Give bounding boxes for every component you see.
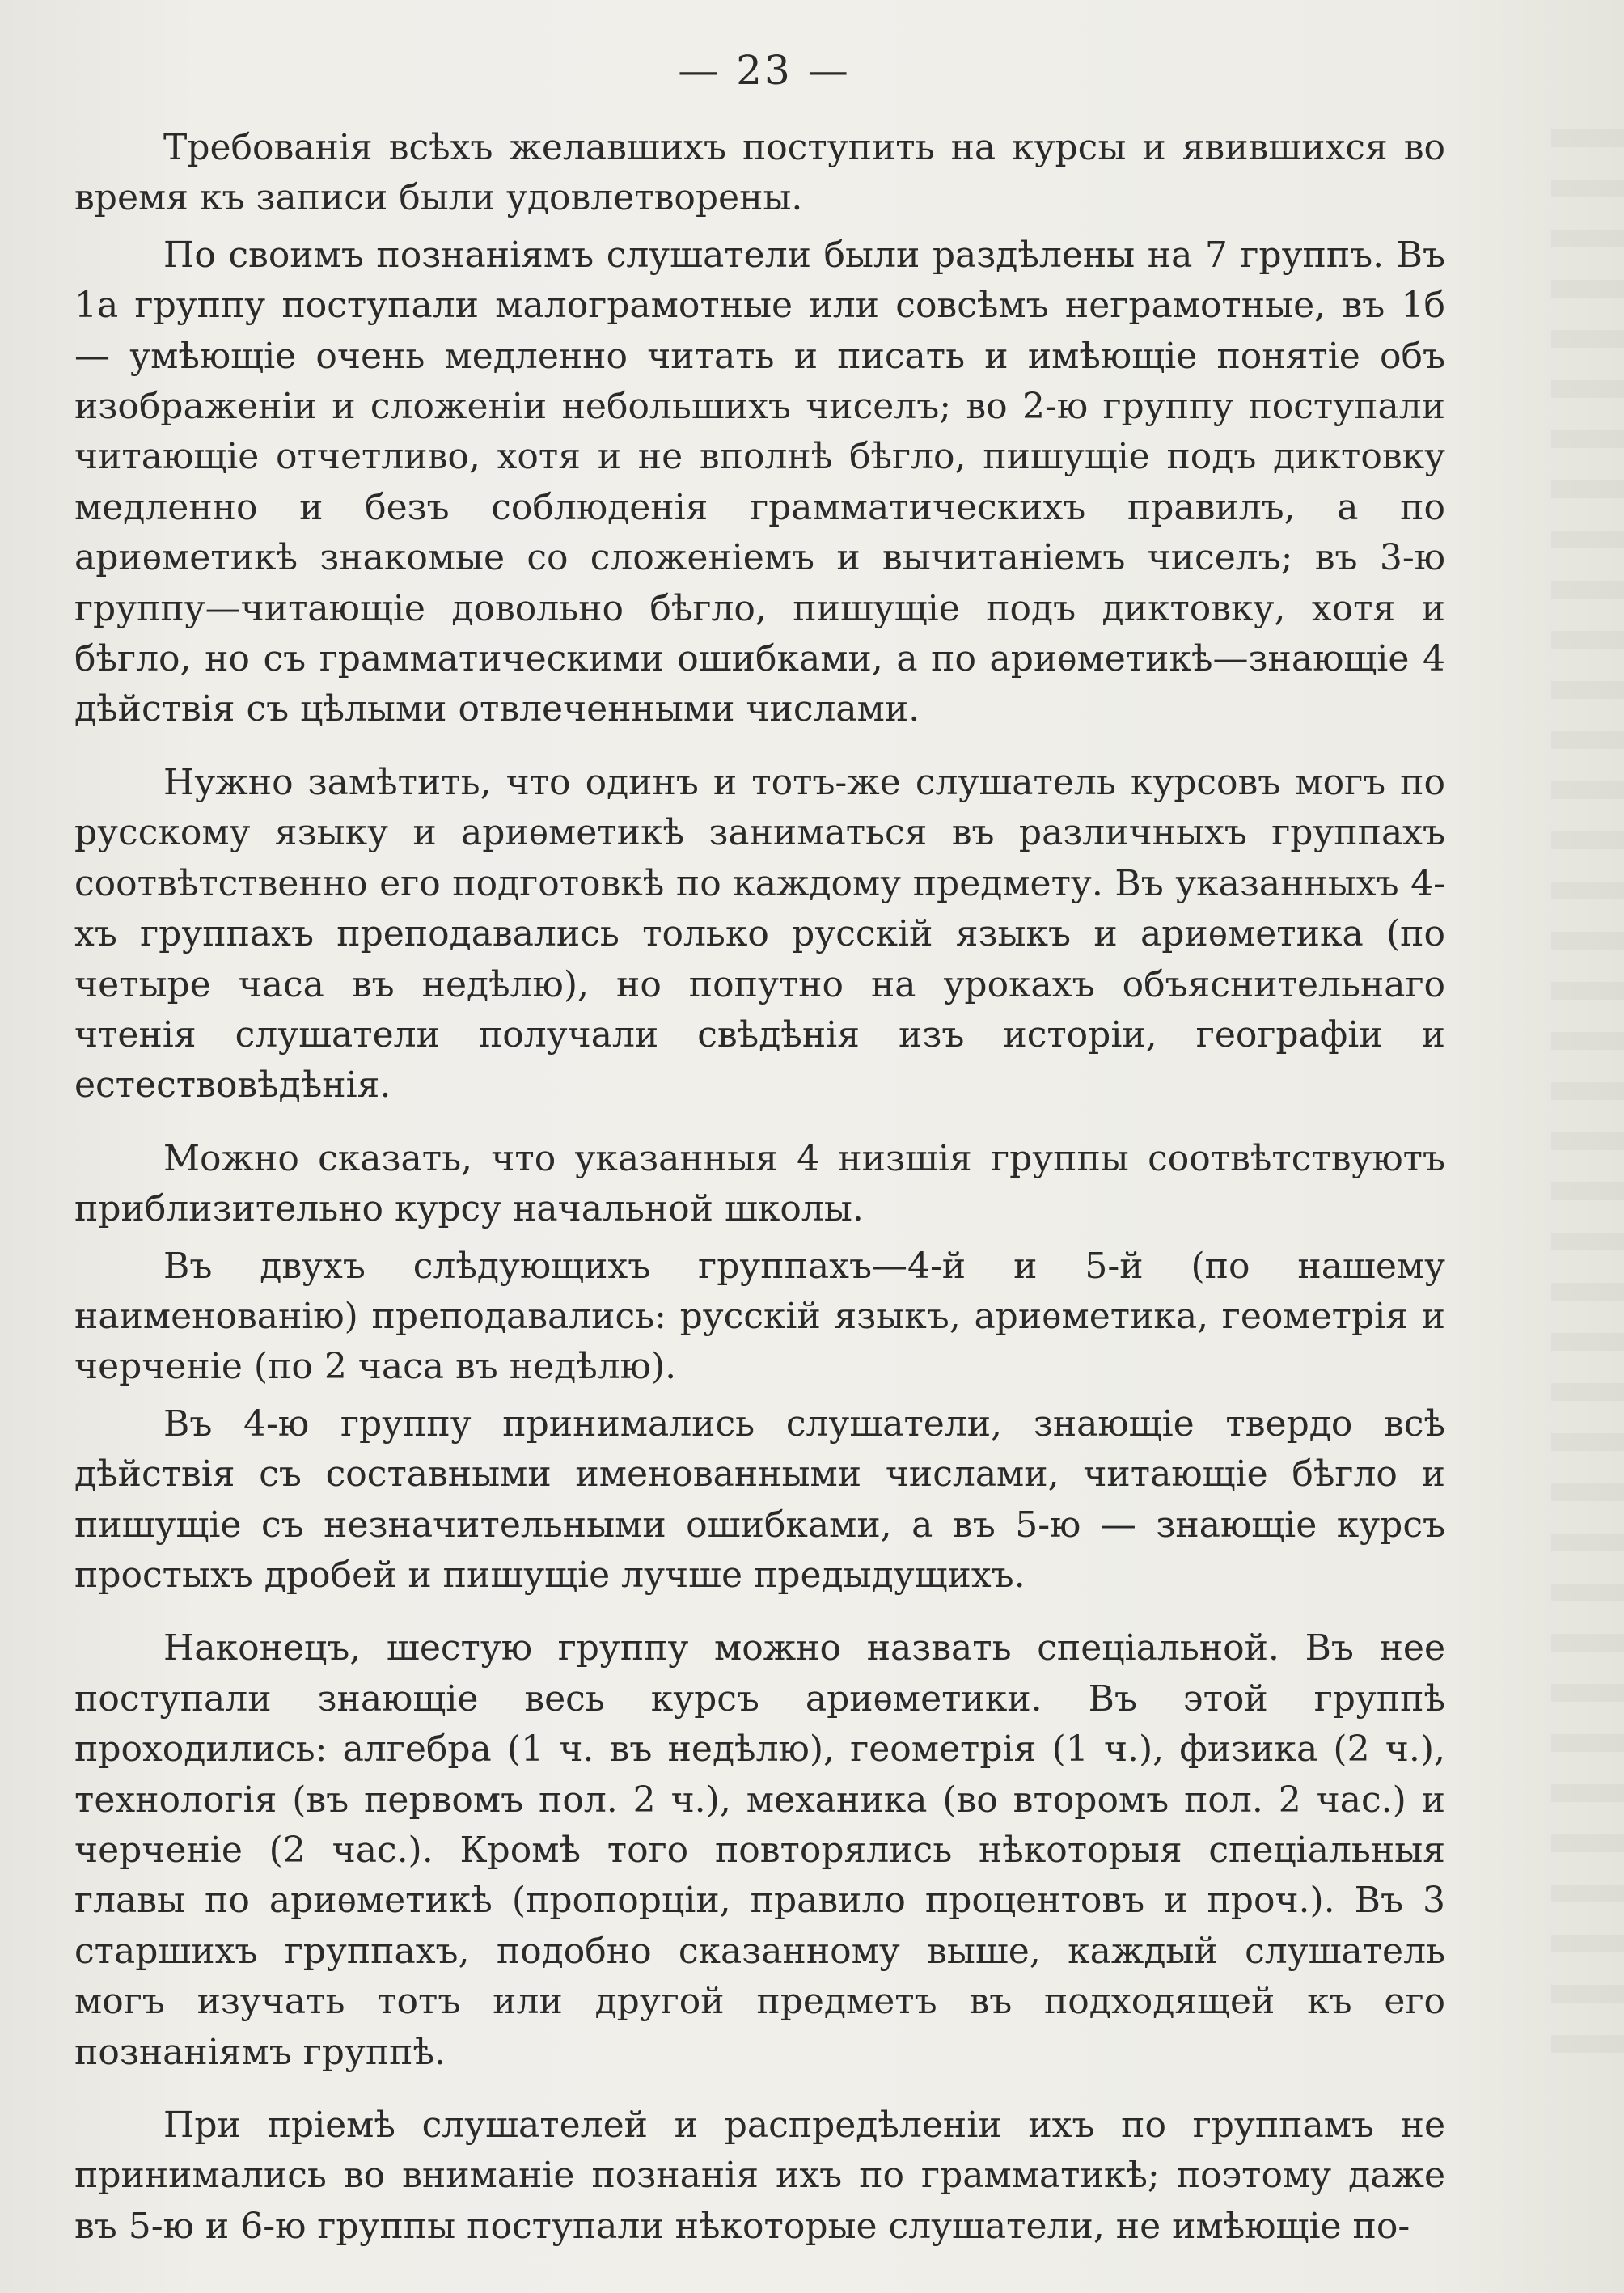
paragraph-6: Въ 4-ю группу принимались слушатели, знающіе твердо всѣ дѣйствія съ составными именованными числами, читающіе бѣгло и пишущіе съ незначительными ошибками, а въ 5-ю — знающіе курсъ простыхъ дробей и пишущіе лучше предыдущихъ. bbox=[74, 1402, 1445, 1596]
paragraph-1: Требованія всѣхъ желавшихъ поступить на курсы и явившихся во время къ записи были удовлетворены. bbox=[74, 127, 1445, 219]
paragraph-7: Наконецъ, шестую группу можно назвать спеціальной. Въ нее поступали знающіе весь курсъ ариѳметики. Въ этой группѣ проходились: алгебра (1 ч. въ недѣлю), геометрія (1 ч.), физика (2 ч.), технологія (въ первомъ пол. 2 ч.), механика (во второмъ пол. 2 час.) и черченіе (2 час.). Кромѣ того повторялись нѣкоторыя спеціальныя главы по ариѳметикѣ (пропорціи, правило процентовъ и проч.). Въ 3 старшихъ группахъ, подобно сказанному выше, каждый слушатель могъ изучать тотъ или другой предметъ въ подходящей къ его познаніямъ группѣ. bbox=[74, 1627, 1445, 2073]
paragraph-2: По своимъ познаніямъ слушатели были раздѣлены на 7 группъ. Въ 1а группу поступали малограмотные или совсѣмъ неграмотные, въ 1б — умѣющіе очень медленно читать и писать и имѣющіе понятіе объ изображеніи и сложеніи небольшихъ чиселъ; во 2-ю группу поступали читающіе отчетливо, хотя и не вполнѣ бѣгло, пишущіе подъ диктовку медленно и безъ соблюденія грамматическихъ правилъ, а по ариѳметикѣ знакомые со сложеніемъ и вычитаніемъ чиселъ; въ 3-ю группу—читающіе довольно бѣгло, пишущіе подъ диктовку, хотя и бѣгло, но съ грамматическими ошибками, а по ариѳметикѣ—знающіе 4 дѣйствія съ цѣлыми отвлеченными числами. bbox=[74, 234, 1445, 730]
bleed-through-shadow bbox=[1551, 129, 1624, 2071]
body-text bbox=[74, 123, 1445, 2252]
paragraph-4: Можно сказать, что указанныя 4 низшія группы соотвѣтствуютъ приблизительно курсу начальной школы. bbox=[74, 1137, 1445, 1230]
paragraph-8: При пріемѣ слушателей и распредѣленіи ихъ по группамъ не принимались во вниманіе познанія ихъ по грамматикѣ; поэтому даже въ 5-ю и 6-ю группы поступали нѣкоторые слушатели, не имѣющіе по- bbox=[74, 2105, 1445, 2247]
page-number: — 23 — bbox=[678, 47, 851, 94]
paragraph-3: Нужно замѣтить, что одинъ и тотъ-же слушатель курсовъ могъ по русскому языку и ариѳметикѣ заниматься въ различныхъ группахъ соотвѣтственно его подготовкѣ по каждому предмету. Въ указанныхъ 4-хъ группахъ преподавались только русскій языкъ и ариѳметика (по четыре часа въ недѣлю), но попутно на урокахъ объяснительнаго чтенія слушатели получали свѣдѣнія изъ исторіи, географіи и естествовѣдѣнія. bbox=[74, 761, 1445, 1106]
paragraph-5: Въ двухъ слѣдующихъ группахъ—4-й и 5-й (по нашему наименованію) преподавались: русскій языкъ, ариѳметика, геометрія и черченіе (по 2 часа въ недѣлю). bbox=[74, 1245, 1445, 1388]
